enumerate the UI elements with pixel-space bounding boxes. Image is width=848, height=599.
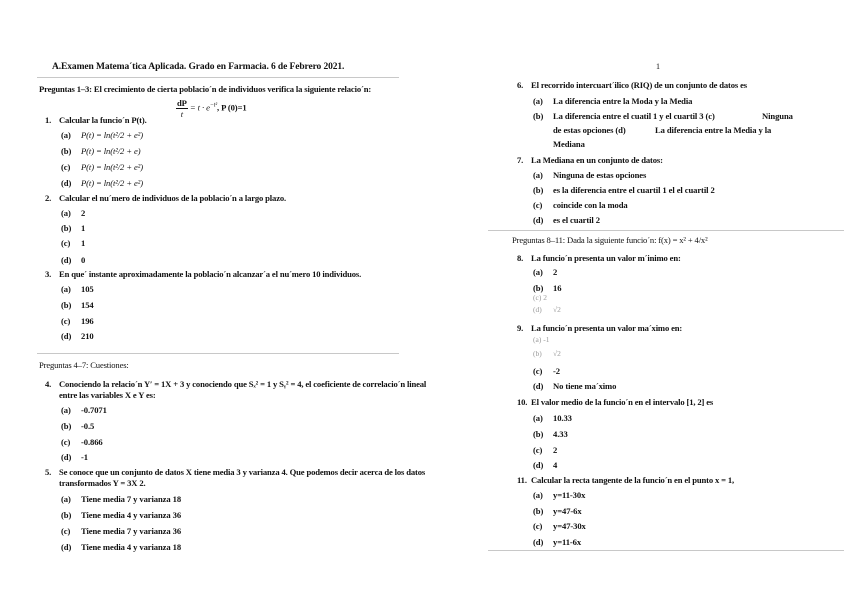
question-number: 1. — [45, 115, 52, 125]
option-5d[interactable]: (d) Tiene media 4 y varianza 18 — [61, 542, 182, 552]
header-rule — [37, 77, 399, 78]
question-5-line2: transformados Y = 3X 2. — [59, 478, 146, 488]
page-number: 1 — [656, 62, 660, 71]
eq-exponent: −t² — [209, 102, 218, 109]
question-10: 10. El valor medio de la funcio´n en el intervalo [1, 2] es — [517, 397, 714, 407]
option-10b[interactable]: (b) 4.33 — [533, 429, 568, 439]
option-10c[interactable]: (c) 2 — [533, 445, 558, 455]
question-9: 9. La funcio´n presenta un valor ma´ximo en: — [517, 323, 683, 333]
option-7a[interactable]: (a) Ninguna de estas opciones — [533, 170, 647, 180]
option-3b[interactable]: (b) 154 — [61, 300, 94, 310]
question-7: 7. La Mediana en un conjunto de datos: — [517, 155, 663, 165]
question-text: Calcular la funcio´n P(t). — [59, 115, 147, 125]
question-3: 3. En que´ instante aproximadamente la poblacio´n alcanzar´a el nu´mero 10 individuos. — [45, 269, 362, 279]
option-7b[interactable]: (b) es la diferencia entre el cuartil 1 el el cuartil 2 — [533, 185, 715, 195]
option-4d[interactable]: (d) -1 — [61, 452, 88, 462]
option-10a[interactable]: (a) 10.33 — [533, 413, 572, 423]
option-7d[interactable]: (d) es el cuartil 2 — [533, 215, 600, 225]
option-9a-faint: (a) -1 — [533, 335, 550, 344]
option-3c[interactable]: (c) 196 — [61, 316, 94, 326]
option-11d[interactable]: (d) y=11-6x — [533, 537, 582, 547]
section-title-8-11: Preguntas 8–11: Dada la siguiente funcio´n: f(x) = x² + 4/x² — [512, 235, 708, 245]
option-2d[interactable]: (d) 0 — [61, 255, 86, 265]
option-6c-text: Ninguna — [762, 111, 793, 121]
question-5: 5. Se conoce que un conjunto de datos X tiene media 3 y varianza 4. Que podemos decir acerca de los datos — [45, 467, 426, 477]
exam-title: A.Examen Matema´tica Aplicada. Grado en Farmacia. 6 de Febrero 2021. — [52, 62, 345, 72]
question-11: 11. Calcular la recta tangente de la funcio´n en el punto x = 1, — [517, 475, 735, 485]
option-2a[interactable]: (a) 2 — [61, 208, 86, 218]
option-9b-faint: (b) √2 — [533, 349, 561, 358]
option-9d[interactable]: (d) No tiene ma´ximo — [533, 381, 617, 391]
option-6a[interactable]: (a) La diferencia entre la Moda y la Media — [533, 96, 693, 106]
option-1b[interactable]: (b) P(t) = ln(t²/2 + e) — [61, 146, 141, 156]
option-4a[interactable]: (a) -0.7071 — [61, 405, 107, 415]
question-1 — [45, 115, 147, 125]
eq-numerator: dP — [177, 98, 187, 108]
eq-tail: , P (0)=1 — [217, 102, 247, 113]
option-10d[interactable]: (d) 4 — [533, 460, 558, 470]
bottom-rule-right — [488, 550, 844, 551]
option-11a[interactable]: (a) y=11-30x — [533, 490, 586, 500]
eq-rest: = t · e — [189, 102, 210, 113]
option-5b[interactable]: (b) Tiene media 4 y varianza 36 — [61, 510, 182, 520]
option-8b[interactable]: (b) 16 — [533, 283, 562, 293]
option-7c[interactable]: (c) coincide con la moda — [533, 200, 628, 210]
option-1d[interactable]: (d) P(t) = ln(t²/2 + e²) — [61, 178, 144, 188]
option-1c[interactable]: (c) P(t) = ln(t²/2 + e²) — [61, 162, 144, 172]
option-4c[interactable]: (c) -0.866 — [61, 437, 103, 447]
option-5c[interactable]: (c) Tiene media 7 y varianza 36 — [61, 526, 182, 536]
option-3a[interactable]: (a) 105 — [61, 284, 94, 294]
option-3d[interactable]: (d) 210 — [61, 331, 94, 341]
differential-equation — [176, 98, 247, 119]
option-2c[interactable]: (c) 1 — [61, 238, 86, 248]
section-title-4-7: Preguntas 4–7: Cuestiones: — [39, 360, 129, 370]
section-rule — [37, 353, 399, 354]
option-6b-line2: de estas opciones (d) — [553, 125, 626, 135]
option-8d-faint: (d) √2 — [533, 305, 561, 314]
option-2b[interactable]: (b) 1 — [61, 223, 86, 233]
eq-denominator: t — [180, 109, 184, 119]
option-4b[interactable]: (b) -0.5 — [61, 421, 95, 431]
section-rule-right — [488, 230, 844, 231]
question-4-line2: entre las variables X e Y es: — [59, 390, 156, 400]
option-8c-faint: (c) 2 — [533, 293, 547, 302]
option-1a[interactable]: (a) P(t) = ln(t²/2 + e²) — [61, 130, 144, 140]
option-11c[interactable]: (c) y=47-30x — [533, 521, 586, 531]
question-6: 6. El recorrido intercuart´ilico (RIQ) de un conjunto de datos es — [517, 80, 747, 90]
option-6b-line3: Mediana — [553, 139, 585, 149]
option-8a[interactable]: (a) 2 — [533, 267, 558, 277]
option-11b[interactable]: (b) y=47-6x — [533, 506, 582, 516]
option-5a[interactable]: (a) Tiene media 7 y varianza 18 — [61, 494, 182, 504]
question-4: 4. Conociendo la relacio´n Y′ = 1X + 3 y conociendo que Sₓ² = 1 y Sᵧ² = 4, el coeficiente de correlacio´n lineal — [45, 379, 427, 389]
option-6b[interactable]: (b) La diferencia entre el cuatil 1 y el cuartil 3 (c) — [533, 111, 715, 121]
question-2: 2. Calcular el nu´mero de individuos de la poblacio´n a largo plazo. — [45, 193, 286, 203]
section-title-1-3: Preguntas 1–3: El crecimiento de cierta poblacio´n de individuos verifica la siguiente relacio´n: — [39, 84, 372, 94]
option-6d-text: La diferencia entre la Media y la — [655, 125, 772, 135]
question-8: 8. La funcio´n presenta un valor m´inimo en: — [517, 253, 681, 263]
option-9c[interactable]: (c) -2 — [533, 366, 560, 376]
